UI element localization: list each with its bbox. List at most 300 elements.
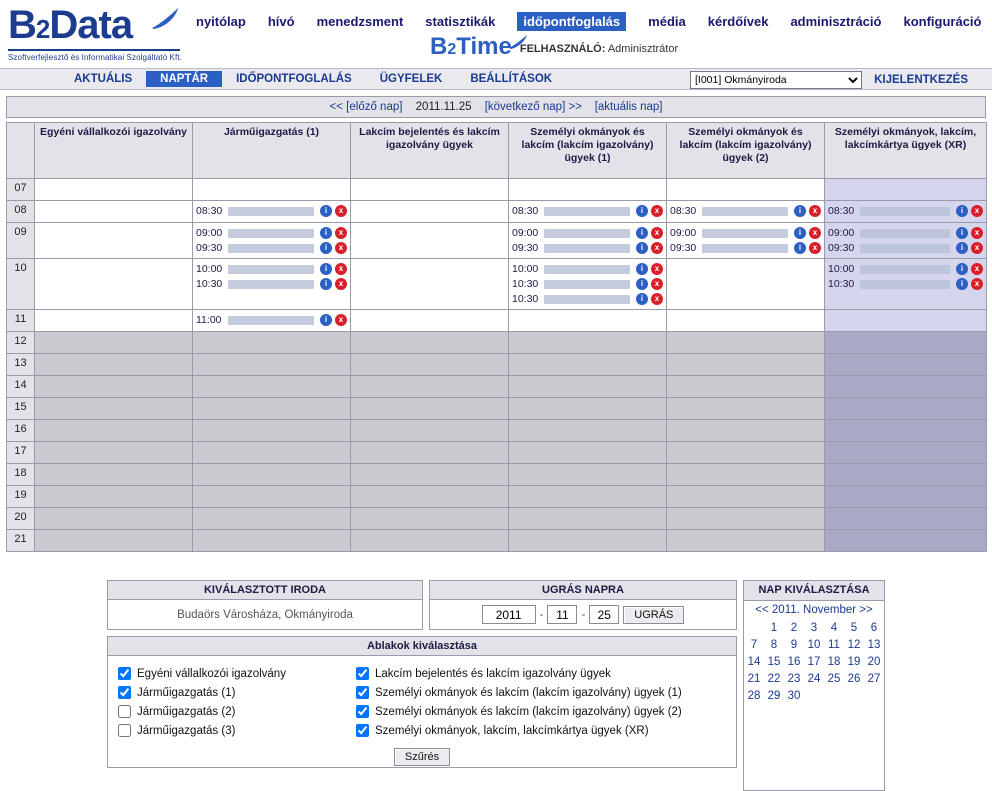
info-icon[interactable]: i [320, 278, 332, 290]
window-checkbox-left-0[interactable] [118, 667, 131, 680]
appointment-entry[interactable] [828, 226, 983, 240]
info-icon[interactable]: i [320, 263, 332, 275]
calendar-slot [667, 486, 825, 508]
calendar-row [7, 376, 987, 398]
sub-navigation [0, 68, 992, 90]
calendar-slot [351, 420, 509, 442]
subnav-item-ugyfelek[interactable]: ÜGYFELEK [379, 73, 443, 85]
subnav-item-naptar[interactable]: NAPTÁR [146, 71, 222, 87]
calendar-slot[interactable] [351, 179, 509, 201]
mini-calendar-day[interactable]: 24 [807, 672, 821, 685]
calendar-slot[interactable] [509, 310, 667, 332]
calendar-slot [193, 464, 351, 486]
filters-panel [107, 580, 737, 791]
appointment-entry[interactable] [196, 262, 347, 276]
appointment-time: 09:30 [828, 242, 855, 254]
calendar-slot [35, 420, 193, 442]
appointment-time: 10:00 [196, 263, 223, 275]
mini-calendar-blank [824, 687, 844, 704]
appointment-client-name [544, 229, 630, 238]
window-checkbox-row[interactable] [118, 664, 342, 683]
calendar-slot[interactable] [825, 223, 987, 259]
delete-icon[interactable]: x [809, 205, 821, 217]
calendar-slot[interactable] [35, 223, 193, 259]
swoosh-icon [508, 35, 528, 49]
mini-calendar-day[interactable]: 16 [787, 655, 801, 668]
calendar-slot [509, 486, 667, 508]
appointment-entry[interactable] [512, 277, 663, 291]
info-icon[interactable]: i [636, 205, 648, 217]
calendar-slot[interactable] [825, 179, 987, 201]
jump-month-input[interactable] [547, 605, 577, 624]
appointment-calendar [6, 122, 987, 552]
calendar-slot [193, 354, 351, 376]
appointment-client-name [228, 265, 314, 274]
info-icon[interactable]: i [320, 314, 332, 326]
calendar-row [7, 398, 987, 420]
window-checkbox-right-1[interactable] [356, 686, 369, 699]
hour-label: 12 [7, 332, 35, 354]
windows-checkbox-panel [107, 656, 737, 768]
subnav-item-aktualis[interactable]: AKTUÁLIS [74, 73, 133, 85]
jump-button[interactable]: UGRÁS [623, 606, 684, 624]
mini-calendar-day[interactable]: 12 [847, 638, 861, 651]
appointment-time: 10:30 [512, 278, 539, 290]
b2time-b: B [430, 33, 448, 60]
calendar-row [7, 442, 987, 464]
calendar-slot [193, 420, 351, 442]
mini-calendar-day[interactable]: 15 [767, 655, 781, 668]
calendar-slot [193, 486, 351, 508]
mini-calendar-day[interactable]: 19 [847, 655, 861, 668]
appointment-entry[interactable] [670, 226, 821, 240]
mini-calendar-day[interactable]: 14 [747, 655, 761, 668]
logo-divider [8, 49, 180, 51]
window-checkbox-left-3[interactable] [118, 724, 131, 737]
calendar-slot [509, 420, 667, 442]
window-checkbox-label: Járműigazgatás (3) [137, 724, 236, 737]
info-icon[interactable]: i [956, 205, 968, 217]
info-icon[interactable]: i [320, 205, 332, 217]
window-checkbox-right-0[interactable] [356, 667, 369, 680]
calendar-slot[interactable] [351, 223, 509, 259]
filter-button[interactable]: Szűrés [394, 748, 450, 766]
calendar-slot[interactable] [193, 179, 351, 201]
calendar-slot[interactable] [825, 201, 987, 223]
subnav-item-beallitasok[interactable]: BEÁLLÍTÁSOK [470, 73, 553, 85]
calendar-slot [667, 354, 825, 376]
calendar-slot [667, 376, 825, 398]
delete-icon[interactable]: x [971, 242, 983, 254]
appointment-client-name [860, 244, 950, 253]
calendar-slot [351, 464, 509, 486]
delete-icon[interactable]: x [971, 263, 983, 275]
info-icon[interactable]: i [956, 227, 968, 239]
appointment-client-name [228, 316, 315, 325]
mini-calendar-blank [844, 687, 864, 704]
appointment-time: 10:00 [512, 263, 539, 275]
appointment-entry[interactable] [196, 277, 347, 291]
nav-item-hivo[interactable]: hívó [267, 14, 295, 29]
appointment-entry[interactable] [512, 241, 663, 255]
mini-calendar-day[interactable]: 1 [770, 621, 778, 634]
nav-item-nyitolap[interactable]: nyitólap [196, 14, 246, 29]
mini-calendar-day[interactable]: 2 [790, 621, 798, 634]
mini-calendar-day[interactable]: 4 [830, 621, 838, 634]
date-separator-2: - [581, 608, 586, 621]
delete-icon[interactable]: x [335, 227, 347, 239]
info-icon[interactable]: i [636, 263, 648, 275]
calendar-slot[interactable] [193, 223, 351, 259]
calendar-slot [193, 530, 351, 552]
b2time-user-row [430, 33, 679, 61]
mini-calendar-day[interactable]: 7 [750, 638, 758, 651]
hour-label: 18 [7, 464, 35, 486]
office-and-jump-row [107, 580, 737, 630]
calendar-slot [35, 508, 193, 530]
calendar-slot[interactable] [351, 201, 509, 223]
appointment-time: 09:30 [670, 242, 697, 254]
column-header-egyeni-vallalkozoi: Egyéni vállalkozói igazolvány [35, 123, 193, 179]
column-header-jarmuigazgatas-1: Járműigazgatás (1) [193, 123, 351, 179]
appointment-client-name [544, 295, 630, 304]
window-checkbox-label: Járműigazgatás (2) [137, 705, 236, 718]
calendar-slot [351, 442, 509, 464]
calendar-slot[interactable] [509, 223, 667, 259]
calendar-slot[interactable] [509, 201, 667, 223]
calendar-slot[interactable] [35, 310, 193, 332]
calendar-slot[interactable] [35, 259, 193, 310]
subnav-item-idopontfoglalas[interactable]: IDŐPONTFOGLALÁS [236, 73, 352, 85]
window-checkbox-row[interactable] [118, 702, 342, 721]
mini-calendar-blank [804, 687, 824, 704]
appointment-client-name [702, 229, 788, 238]
info-icon[interactable]: i [636, 242, 648, 254]
appointment-entry[interactable] [828, 204, 983, 218]
calendar-slot [193, 398, 351, 420]
mini-calendar-week [744, 619, 884, 636]
logo-2: 2 [35, 14, 50, 44]
delete-icon[interactable]: x [335, 242, 347, 254]
appointment-client-name [860, 280, 950, 289]
appointment-time: 08:30 [670, 205, 697, 217]
appointment-time: 10:30 [828, 278, 855, 290]
calendar-slot[interactable] [193, 201, 351, 223]
calendar-slot[interactable] [509, 259, 667, 310]
info-icon[interactable]: i [320, 242, 332, 254]
logout-link[interactable]: KIJELENTKEZÉS [874, 74, 968, 86]
window-checkbox-row[interactable] [356, 664, 726, 683]
info-icon[interactable]: i [956, 278, 968, 290]
window-checkbox-left-1[interactable] [118, 686, 131, 699]
appointment-client-name [702, 207, 788, 216]
appointment-time: 09:30 [196, 242, 223, 254]
calendar-row [7, 310, 987, 332]
filter-button-wrap [118, 748, 726, 766]
calendar-slot[interactable] [667, 259, 825, 310]
calendar-slot[interactable] [825, 310, 987, 332]
delete-icon[interactable]: x [651, 205, 663, 217]
calendar-slot[interactable] [667, 179, 825, 201]
hour-column-header [7, 123, 35, 179]
mini-calendar-week [744, 670, 884, 687]
nav-item-adminisztracio[interactable]: adminisztráció [790, 14, 882, 29]
main-navigation [196, 6, 992, 31]
mini-calendar-day[interactable]: 5 [850, 621, 858, 634]
hour-label: 07 [7, 179, 35, 201]
window-checkbox-label: Lakcím bejelentés és lakcím igazolvány ügyek [375, 667, 611, 680]
jump-day-input[interactable] [589, 605, 619, 624]
appointment-client-name [860, 207, 950, 216]
window-checkbox-row[interactable] [118, 721, 342, 740]
calendar-body [7, 179, 987, 552]
calendar-slot[interactable] [667, 310, 825, 332]
mini-calendar-day[interactable]: 29 [767, 689, 781, 702]
calendar-slot [351, 376, 509, 398]
appointment-time: 09:00 [828, 227, 855, 239]
column-header-szemelyi-okmanyok-2: Személyi okmányok és lakcím (lakcím igazolvány) ügyek (2) [667, 123, 825, 179]
mini-calendar-day[interactable]: 30 [787, 689, 801, 702]
hour-label: 13 [7, 354, 35, 376]
current-date: 2011.11.25 [415, 101, 472, 113]
delete-icon[interactable]: x [971, 205, 983, 217]
jump-year-input[interactable] [482, 605, 536, 624]
calendar-slot [193, 442, 351, 464]
delete-icon[interactable]: x [971, 278, 983, 290]
info-icon[interactable]: i [956, 242, 968, 254]
nav-item-kerdoivek[interactable]: kérdőívek [707, 14, 769, 29]
mini-calendar-day[interactable]: 20 [867, 655, 881, 668]
appointment-client-name [228, 207, 314, 216]
mini-calendar-header: NAP KIVÁLASZTÁSA [744, 581, 884, 601]
mini-calendar-day[interactable]: 21 [747, 672, 761, 685]
bottom-panel [0, 566, 992, 791]
calendar-slot [351, 486, 509, 508]
appointment-entry[interactable] [512, 226, 663, 240]
info-icon[interactable]: i [956, 263, 968, 275]
next-day-link[interactable]: [következő nap] >> [484, 101, 582, 113]
calendar-slot [35, 332, 193, 354]
window-checkbox-right-2[interactable] [356, 705, 369, 718]
calendar-slot [351, 398, 509, 420]
delete-icon[interactable]: x [335, 205, 347, 217]
calendar-row [7, 354, 987, 376]
logo-tagline: Szoftverfejlesztő és Informatikai Szolgáltató Kft. [8, 53, 182, 62]
appointment-entry[interactable] [828, 277, 983, 291]
selected-office-value: Budaörs Városháza, Okmányiroda [107, 600, 423, 630]
appointment-client-name [228, 280, 314, 289]
day-navigation [6, 96, 986, 118]
appointment-client-name [228, 244, 314, 253]
mini-calendar-day[interactable]: 27 [867, 672, 881, 685]
window-checkbox-row[interactable] [118, 683, 342, 702]
info-icon[interactable]: i [794, 227, 806, 239]
today-link[interactable]: [aktuális nap] [594, 101, 663, 113]
nav-item-konfiguracio[interactable]: konfiguráció [903, 14, 982, 29]
info-icon[interactable]: i [636, 227, 648, 239]
calendar-slot [35, 398, 193, 420]
nav-item-media[interactable]: média [648, 14, 686, 29]
jump-to-day-header: UGRÁS NAPRA [429, 580, 737, 600]
calendar-slot[interactable] [667, 201, 825, 223]
calendar-slot [667, 464, 825, 486]
appointment-time: 09:00 [512, 227, 539, 239]
selected-office-header: KIVÁLASZTOTT IRODA [107, 580, 423, 600]
mini-calendar-day[interactable]: 18 [827, 655, 841, 668]
b2time-logo [430, 33, 512, 61]
windows-selection-header: Ablakok kiválasztása [107, 636, 737, 656]
calendar-slot [351, 508, 509, 530]
window-checkbox-label: Járműigazgatás (1) [137, 686, 236, 699]
calendar-slot[interactable] [35, 201, 193, 223]
delete-icon[interactable]: x [651, 263, 663, 275]
appointment-client-name [702, 244, 788, 253]
mini-calendar [743, 580, 885, 791]
calendar-slot [825, 442, 987, 464]
checkbox-column-left [118, 664, 342, 740]
calendar-slot [193, 508, 351, 530]
delete-icon[interactable]: x [335, 278, 347, 290]
calendar-slot [667, 332, 825, 354]
mini-calendar-day[interactable]: 3 [810, 621, 818, 634]
appointment-entry[interactable] [196, 241, 347, 255]
b2time-rest: Time [456, 33, 512, 60]
calendar-slot[interactable] [825, 259, 987, 310]
mini-calendar-week [744, 653, 884, 670]
delete-icon[interactable]: x [651, 242, 663, 254]
mini-calendar-day[interactable]: 9 [790, 638, 798, 651]
calendar-row [7, 464, 987, 486]
appointment-entry[interactable] [512, 292, 663, 306]
calendar-slot [667, 442, 825, 464]
mini-calendar-day[interactable]: 17 [807, 655, 821, 668]
window-checkbox-row[interactable] [356, 721, 726, 740]
prev-day-link[interactable]: << [előző nap] [329, 101, 403, 113]
delete-icon[interactable]: x [335, 263, 347, 275]
delete-icon[interactable]: x [651, 293, 663, 305]
appointment-entry[interactable] [196, 204, 347, 218]
calendar-row [7, 223, 987, 259]
appointment-entry[interactable] [512, 262, 663, 276]
info-icon[interactable]: i [794, 205, 806, 217]
appointment-time: 11:00 [196, 314, 222, 326]
office-select[interactable] [690, 71, 862, 89]
mini-calendar-day[interactable]: 25 [827, 672, 841, 685]
calendar-slot [193, 332, 351, 354]
appointment-client-name [544, 207, 630, 216]
calendar-row [7, 259, 987, 310]
mini-calendar-day[interactable]: 11 [828, 638, 840, 651]
hour-label: 17 [7, 442, 35, 464]
window-checkbox-row[interactable] [356, 683, 726, 702]
delete-icon[interactable]: x [809, 227, 821, 239]
appointment-time: 09:00 [196, 227, 223, 239]
calendar-slot[interactable] [193, 259, 351, 310]
calendar-slot [35, 376, 193, 398]
delete-icon[interactable]: x [971, 227, 983, 239]
hour-label: 15 [7, 398, 35, 420]
mini-calendar-day[interactable]: 22 [767, 672, 781, 685]
window-checkbox-row[interactable] [356, 702, 726, 721]
calendar-slot [351, 332, 509, 354]
appointment-entry[interactable] [512, 204, 663, 218]
nav-item-idopontfoglalas[interactable]: időpontfoglalás [517, 12, 626, 31]
calendar-header-row [7, 123, 987, 179]
info-icon[interactable]: i [794, 242, 806, 254]
info-icon[interactable]: i [636, 278, 648, 290]
appointment-entry[interactable] [196, 226, 347, 240]
hour-label: 20 [7, 508, 35, 530]
calendar-slot [509, 354, 667, 376]
calendar-slot [825, 530, 987, 552]
mini-calendar-day[interactable]: 28 [747, 689, 761, 702]
calendar-slot [825, 464, 987, 486]
column-header-szemelyi-okmanyok-xr: Személyi okmányok, lakcím, lakcímkártya ügyek (XR) [825, 123, 987, 179]
calendar-slot [509, 442, 667, 464]
appointment-entry[interactable] [670, 241, 821, 255]
mini-calendar-day[interactable]: 10 [807, 638, 821, 651]
hour-label: 16 [7, 420, 35, 442]
window-checkbox-label: Személyi okmányok és lakcím (lakcím igazolvány) ügyek (2) [375, 705, 682, 718]
calendar-slot [509, 398, 667, 420]
window-checkbox-right-3[interactable] [356, 724, 369, 737]
mini-calendar-day[interactable]: 13 [867, 638, 881, 651]
jump-to-day-block [429, 580, 737, 630]
delete-icon[interactable]: x [651, 278, 663, 290]
hour-label: 09 [7, 223, 35, 259]
column-header-szemelyi-okmanyok-1: Személyi okmányok és lakcím (lakcím igazolvány) ügyek (1) [509, 123, 667, 179]
calendar-slot[interactable] [351, 259, 509, 310]
mini-calendar-day[interactable]: 6 [870, 621, 878, 634]
mini-calendar-month-nav[interactable]: << 2011. November >> [755, 604, 873, 616]
calendar-row [7, 179, 987, 201]
appointment-entry[interactable] [828, 241, 983, 255]
info-icon[interactable]: i [636, 293, 648, 305]
calendar-slot [825, 398, 987, 420]
calendar-slot[interactable] [351, 310, 509, 332]
window-checkbox-left-2[interactable] [118, 705, 131, 718]
appointment-entry[interactable] [828, 262, 983, 276]
info-icon[interactable]: i [320, 227, 332, 239]
calendar-slot [667, 398, 825, 420]
delete-icon[interactable]: x [335, 314, 347, 326]
calendar-slot [825, 486, 987, 508]
window-checkbox-label: Személyi okmányok és lakcím (lakcím igazolvány) ügyek (1) [375, 686, 682, 699]
calendar-slot [825, 508, 987, 530]
swoosh-icon [150, 8, 180, 30]
window-checkbox-label: Egyéni vállalkozói igazolvány [137, 667, 286, 680]
mini-calendar-day[interactable]: 23 [787, 672, 801, 685]
logo-rest: Data [49, 3, 133, 47]
nav-item-menedzsment[interactable]: menedzsment [316, 14, 404, 29]
mini-calendar-day[interactable]: 26 [847, 672, 861, 685]
mini-calendar-day[interactable]: 8 [770, 638, 778, 651]
hour-label: 21 [7, 530, 35, 552]
calendar-slot[interactable] [667, 223, 825, 259]
calendar-slot[interactable] [193, 310, 351, 332]
delete-icon[interactable]: x [651, 227, 663, 239]
calendar-slot [35, 464, 193, 486]
appointment-client-name [544, 244, 630, 253]
delete-icon[interactable]: x [809, 242, 821, 254]
nav-item-statisztikak[interactable]: statisztikák [425, 14, 496, 29]
appointment-entry[interactable] [670, 204, 821, 218]
calendar-row [7, 530, 987, 552]
calendar-slot[interactable] [35, 179, 193, 201]
calendar-slot[interactable] [509, 179, 667, 201]
mini-calendar-grid [744, 619, 884, 704]
appointment-entry[interactable] [196, 313, 347, 327]
